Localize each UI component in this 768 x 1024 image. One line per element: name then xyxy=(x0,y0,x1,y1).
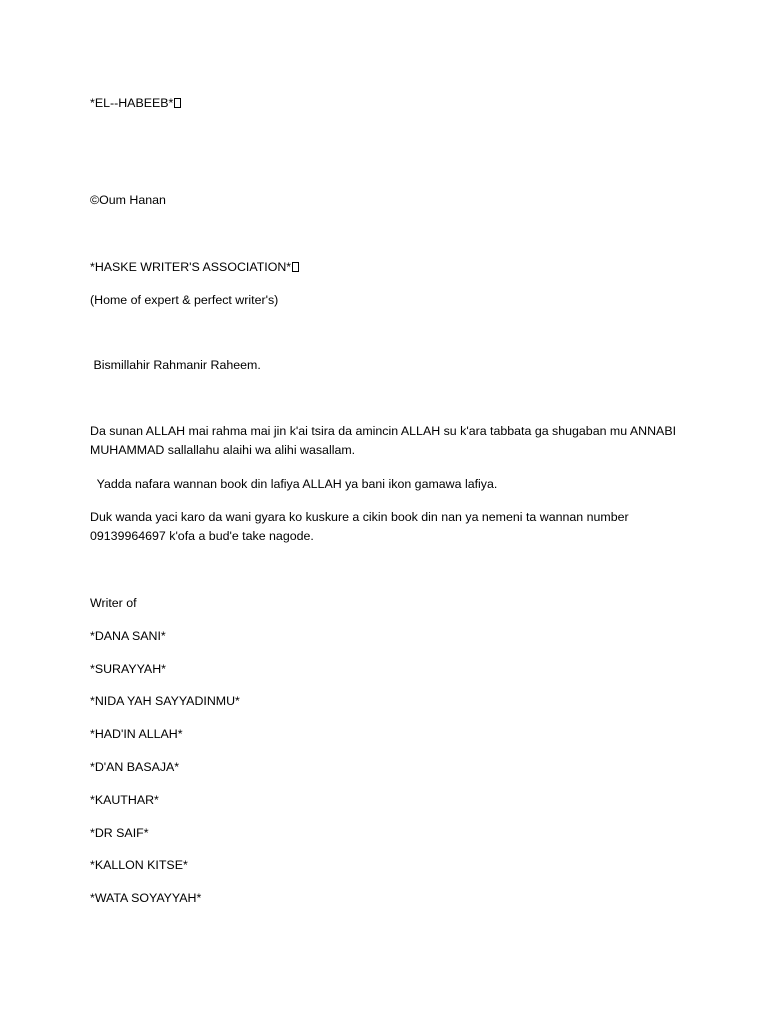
book-title: *HAD'IN ALLAH* xyxy=(90,727,183,741)
book-title: *DR SAIF* xyxy=(90,826,149,840)
writer-of-label: Writer of xyxy=(90,596,137,610)
book-title: *DANA SANI* xyxy=(90,629,166,643)
book-title: *KALLON KITSE* xyxy=(90,858,188,872)
book-title: *SURAYYAH* xyxy=(90,662,166,676)
contact-paragraph: Duk wanda yaci karo da wani gyara ko kuskure a cikin book din nan ya nemeni ta wannan number 09139964697 k'ofa a bud'e take nagode. xyxy=(90,510,629,543)
author-credit: ©Oum Hanan xyxy=(90,193,166,207)
document-title xyxy=(90,94,690,113)
book-title: *NIDA YAH SAYYADINMU* xyxy=(90,694,240,708)
book-title: *D'AN BASAJA* xyxy=(90,760,180,774)
association-text: *HASKE WRITER'S ASSOCIATION* xyxy=(90,260,292,274)
greeting-paragraph: Yadda nafara wannan book din lafiya ALLAH ya bani ikon gamawa lafiya. xyxy=(90,477,498,491)
title-text: *EL--HABEEB* xyxy=(90,96,174,110)
book-title: *WATA SOYAYYAH* xyxy=(90,891,202,905)
association-tagline: (Home of expert & perfect writer's) xyxy=(90,293,279,307)
book-title: *KAUTHAR* xyxy=(90,793,159,807)
intro-paragraph: Da sunan ALLAH mai rahma mai jin k'ai tsira da amincin ALLAH su k'ara tabbata ga shugaban mu ANNABI MUHAMMAD sallallahu alaihi wa alihi wasallam. xyxy=(90,424,677,457)
bismillah-line: Bismillahir Rahmanir Raheem. xyxy=(90,358,261,372)
missing-glyph-icon xyxy=(292,262,299,272)
association-name xyxy=(90,258,690,277)
missing-glyph-icon xyxy=(174,98,181,108)
